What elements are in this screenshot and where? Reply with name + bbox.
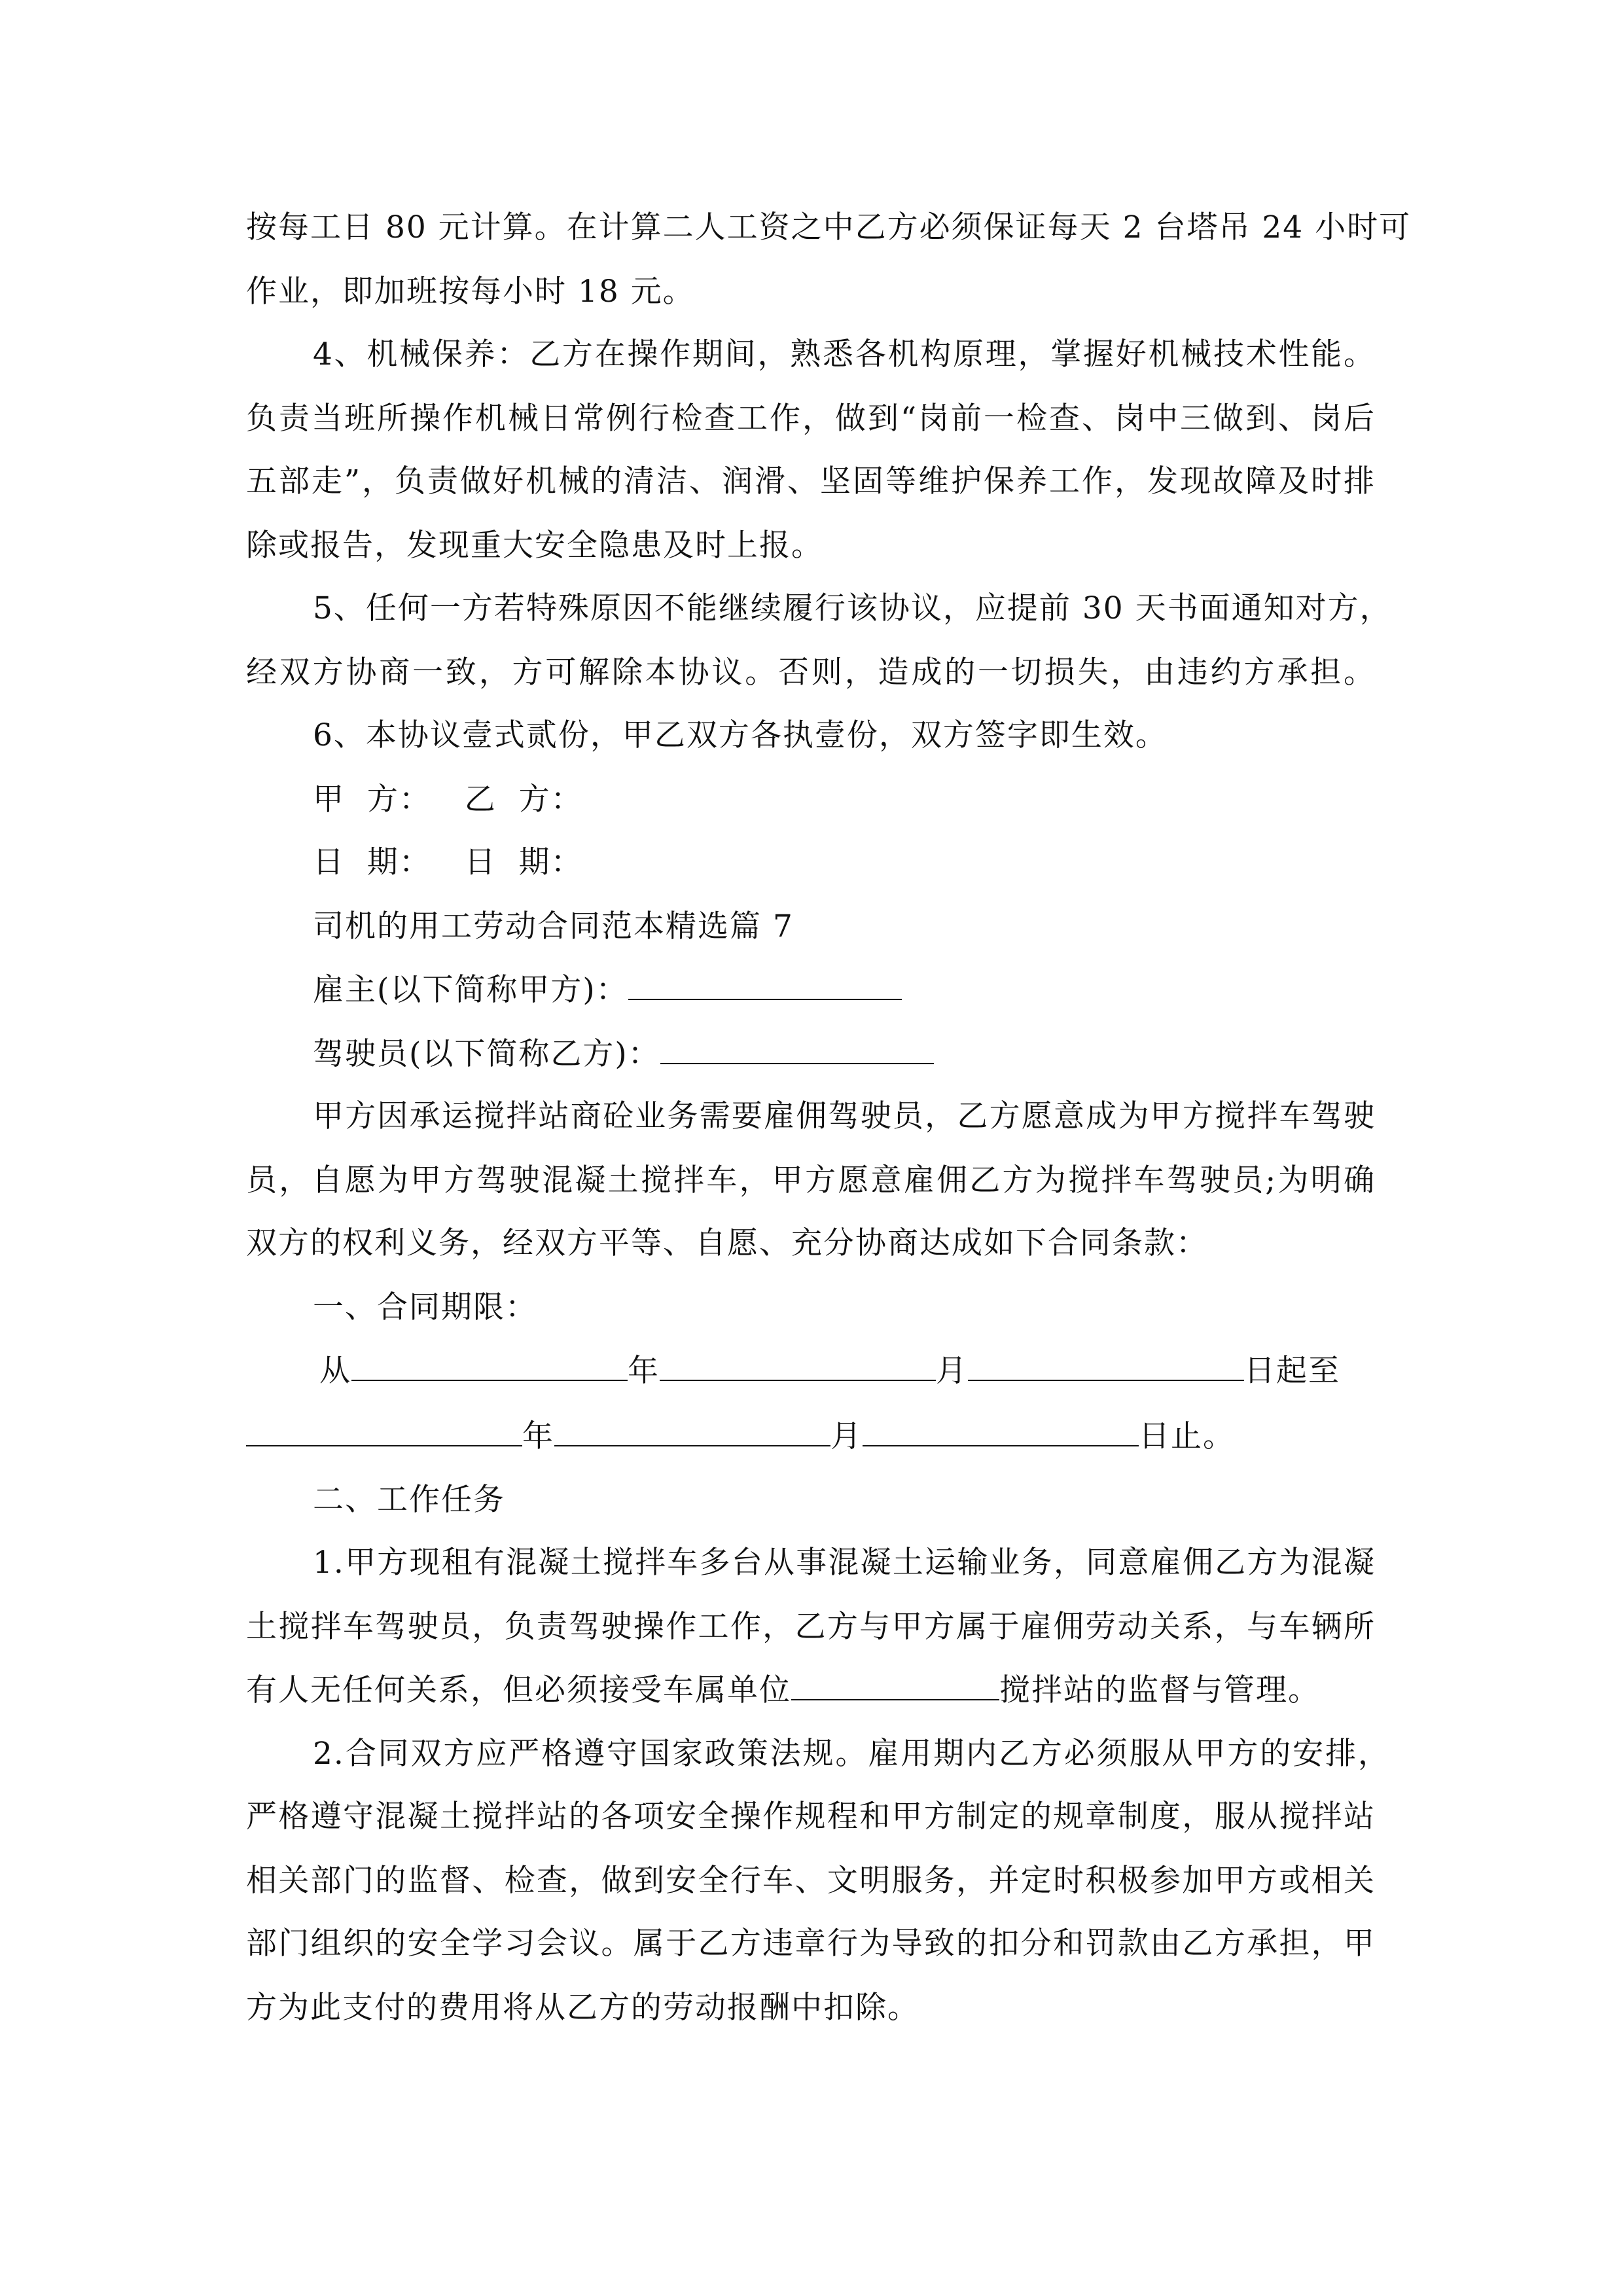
paragraph-line: 2.合同双方应严格遵守国家政策法规。雇用期内乙方必须服从甲方的安排，: [313, 1736, 1390, 1772]
employer-line: [313, 970, 902, 1010]
paragraph-line: 5、任何一方若特殊原因不能继续履行该协议，应提前 30 天书面通知对方，: [313, 590, 1392, 626]
paragraph-line: 甲方因承运搅拌站商砼业务需要雇佣驾驶员，乙方愿意成为甲方搅拌车驾驶: [313, 1098, 1376, 1134]
paragraph-line: 按每工日 80 元计算。在计算二人工资之中乙方必须保证每天 2 台塔吊 24 小时可: [246, 209, 1412, 245]
paragraph-line: 土搅拌车驾驶员，负责驾驶操作工作，乙方与甲方属于雇佣劳动关系，与车辆所: [246, 1609, 1376, 1645]
paragraph-line: 经双方协商一致，方可解除本协议。否则，造成的一切损失，由违约方承担。: [246, 655, 1376, 691]
term-year-label: 年: [628, 1353, 660, 1389]
term-month-label: 月: [936, 1353, 968, 1389]
employer-label: 雇主(以下简称甲方)：: [313, 972, 628, 1008]
term-start-month-blank[interactable]: [660, 1351, 936, 1381]
task1-text-a: 有人无任何关系，但必须接受车属单位: [246, 1672, 791, 1708]
paragraph-line: 相关部门的监督、检查，做到安全行车、文明服务，并定时积极参加甲方或相关: [246, 1863, 1376, 1899]
paragraph-line: 员，自愿为甲方驾驶混凝土搅拌车，甲方愿意雇佣乙方为搅拌车驾驶员;为明确: [246, 1162, 1376, 1198]
term-start-suffix: 日起至: [1244, 1353, 1340, 1389]
paragraph-line: 1.甲方现租有混凝土搅拌车多台从事混凝土运输业务，同意雇佣乙方为混凝: [313, 1545, 1376, 1581]
driver-line: [313, 1034, 934, 1074]
paragraph-line: 4、机械保养：乙方在操作期间，熟悉各机构原理，掌握好机械技术性能。: [313, 336, 1376, 372]
paragraph-line: 方为此支付的费用将从乙方的劳动报酬中扣除。: [246, 1990, 919, 2026]
term-line-2: [246, 1416, 1235, 1456]
term-start-year-blank[interactable]: [351, 1351, 628, 1381]
paragraph-line: 作业，即加班按每小时 18 元。: [246, 274, 695, 310]
paragraph-line: 6、本协议壹式贰份，甲乙双方各执壹份，双方签字即生效。: [313, 717, 1168, 753]
task1-text-b: 搅拌站的监督与管理。: [999, 1672, 1320, 1708]
term-end-year-blank[interactable]: [246, 1416, 522, 1446]
term-end-suffix: 日止。: [1139, 1418, 1235, 1454]
term-start-day-blank[interactable]: [968, 1351, 1244, 1381]
section-title: 司机的用工劳动合同范本精选篇 7: [313, 908, 794, 944]
signature-dates: 日 期： 日 期：: [313, 844, 583, 880]
driver-blank[interactable]: [660, 1034, 934, 1064]
paragraph-line: 双方的权利义务，经双方平等、自愿、充分协商达成如下合同条款：: [246, 1225, 1208, 1261]
term-line-1: [319, 1351, 1340, 1391]
paragraph-line: 部门组织的安全学习会议。属于乙方违章行为导致的扣分和罚款由乙方承担，甲: [246, 1926, 1376, 1962]
driver-label: 驾驶员(以下简称乙方)：: [313, 1036, 660, 1072]
term-year-label: 年: [522, 1418, 554, 1454]
term-end-month-blank[interactable]: [554, 1416, 830, 1446]
term-month-label: 月: [830, 1418, 863, 1454]
term-from: 从: [319, 1353, 351, 1389]
employer-blank[interactable]: [628, 970, 902, 1000]
heading-work-tasks: 二、工作任务: [313, 1482, 505, 1518]
task1-line3: [246, 1670, 1320, 1710]
heading-contract-term: 一、合同期限：: [313, 1289, 537, 1325]
signature-parties: 甲 方： 乙 方：: [313, 781, 583, 817]
unit-blank[interactable]: [791, 1670, 999, 1700]
paragraph-line: 除或报告，发现重大安全隐患及时上报。: [246, 528, 823, 564]
term-end-day-blank[interactable]: [863, 1416, 1139, 1446]
paragraph-line: 负责当班所操作机械日常例行检查工作，做到“岗前一检查、岗中三做到、岗后: [246, 401, 1376, 437]
paragraph-line: 五部走”，负责做好机械的清洁、润滑、坚固等维护保养工作，发现故障及时排: [246, 463, 1376, 499]
paragraph-line: 严格遵守混凝土搅拌站的各项安全操作规程和甲方制定的规章制度，服从搅拌站: [246, 1799, 1376, 1835]
